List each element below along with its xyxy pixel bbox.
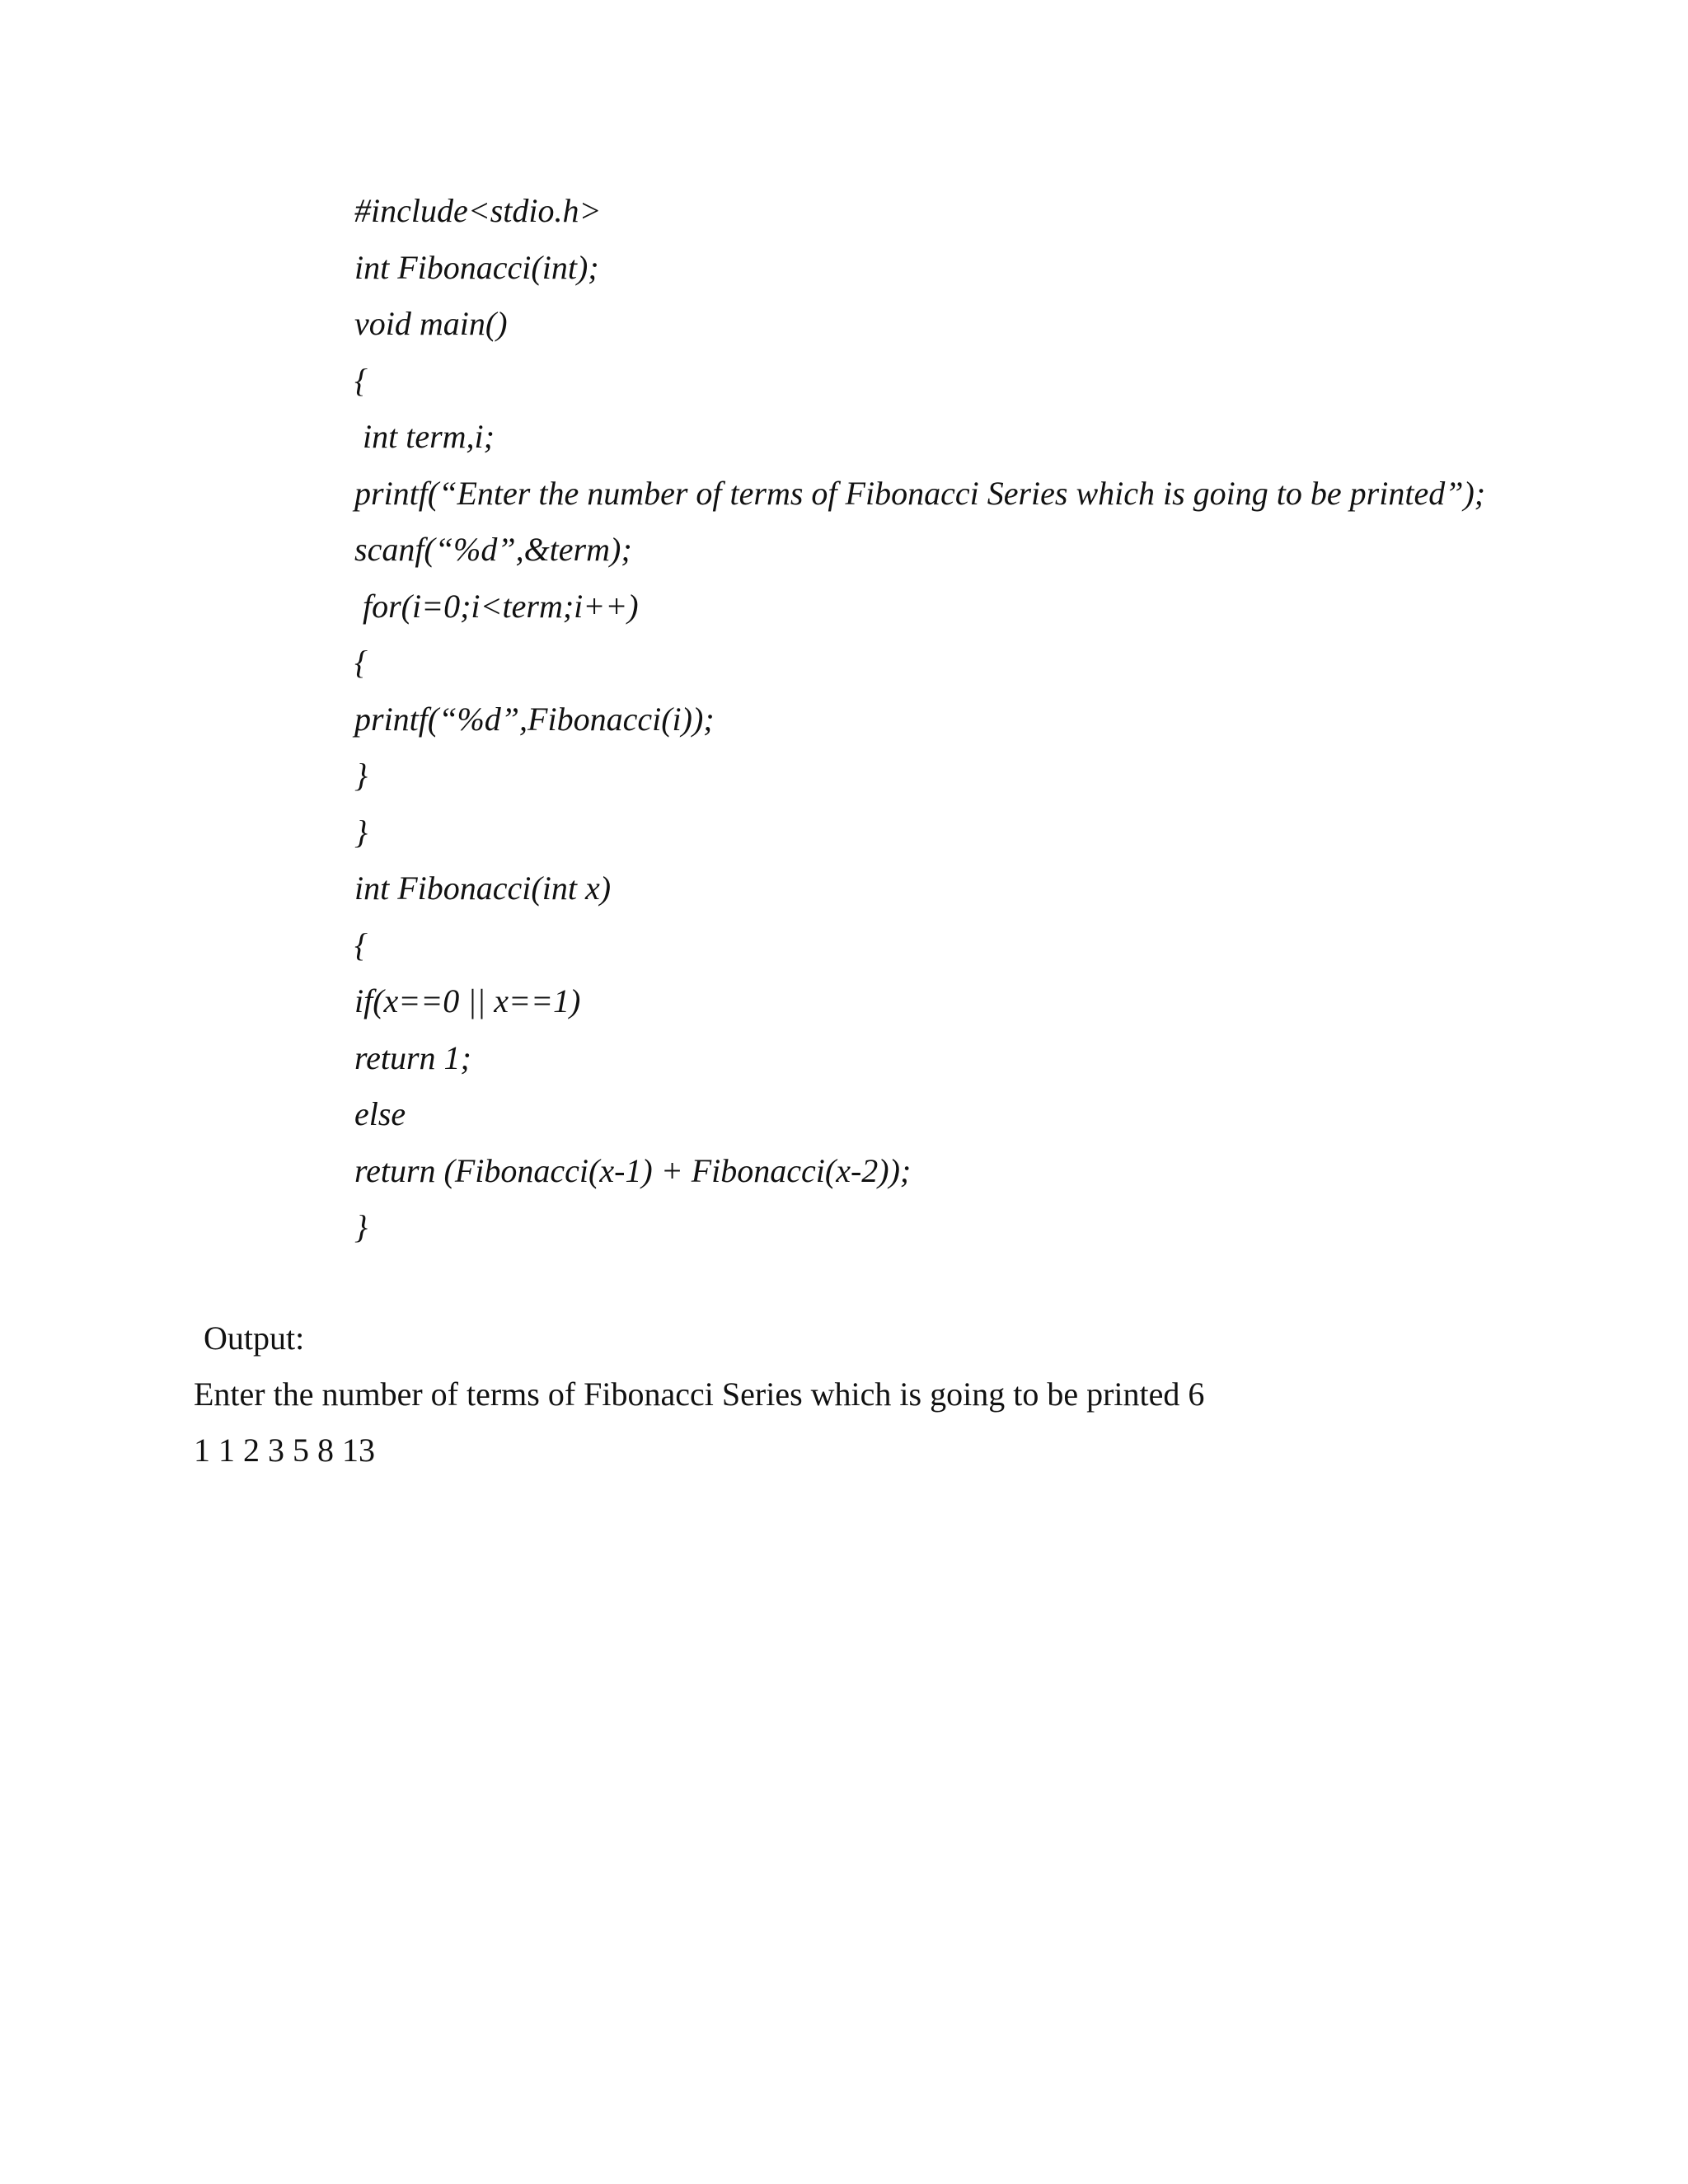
code-line: void main() [354, 305, 508, 342]
code-line: } [354, 1208, 368, 1245]
code-line: { [354, 926, 368, 963]
output-series-line: 1 1 2 3 5 8 13 [194, 1432, 375, 1469]
code-line: int Fibonacci(int x) [354, 869, 612, 907]
code-line: #include<stdio.h> [354, 192, 602, 229]
code-line: { [354, 644, 368, 681]
code-line: printf(“%d”,Fibonacci(i)); [354, 700, 715, 738]
code-line: scanf(“%d”,&term); [354, 531, 632, 568]
code-line: } [354, 757, 368, 794]
code-line: printf(“Enter the number of terms of Fibonacci Series which is going to be printed”); [354, 474, 1486, 512]
code-listing [354, 183, 1673, 1256]
output-block [194, 1366, 1204, 1479]
code-line: { [354, 361, 368, 399]
output-prompt-line: Enter the number of terms of Fibonacci Series which is going to be printed 6 [194, 1376, 1205, 1413]
code-line: return (Fibonacci(x-1) + Fibonacci(x-2)); [354, 1151, 912, 1189]
code-line: int term,i; [354, 418, 495, 455]
code-line: if(x==0 || x==1) [354, 982, 581, 1019]
code-line: for(i=0;i<term;i++) [354, 587, 639, 625]
output-heading: Output: [204, 1319, 305, 1357]
code-line: return 1; [354, 1038, 471, 1076]
code-line: int Fibonacci(int); [354, 248, 599, 286]
code-line: else [354, 1095, 406, 1132]
code-line: } [354, 813, 368, 851]
